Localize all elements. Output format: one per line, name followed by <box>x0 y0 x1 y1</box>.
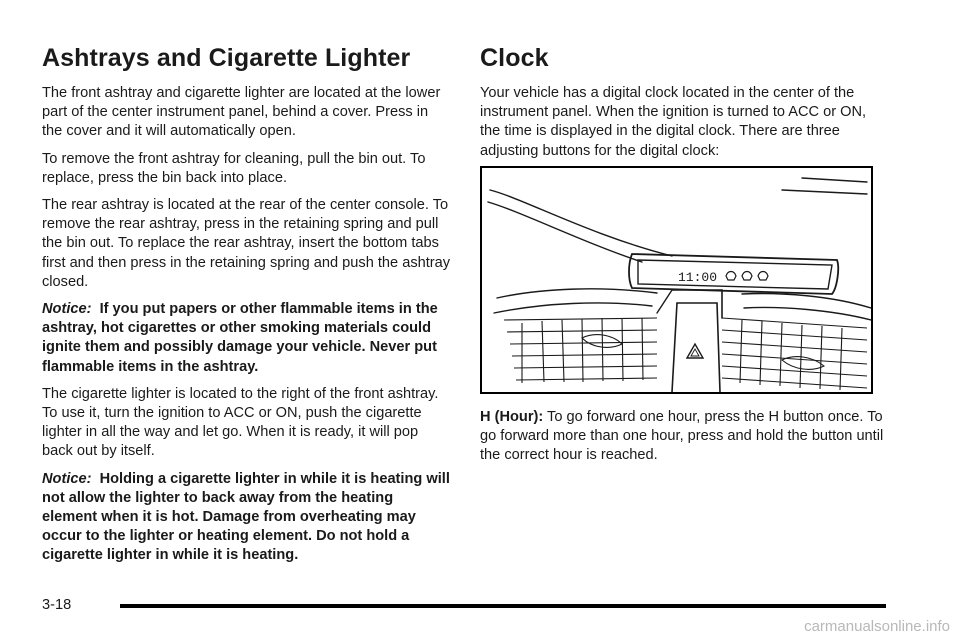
footer-rule <box>120 604 886 608</box>
notice-label: Notice: <box>42 470 92 487</box>
section-heading-clock: Clock <box>480 44 549 72</box>
paragraph: The front ashtray and cigarette lighter are located at the lower part of the center instrument panel, behind a cover. Press in the cover and it will automatically open. <box>42 85 441 140</box>
ashtray-body <box>42 84 452 574</box>
clock-body <box>480 84 890 169</box>
clock-illustration <box>480 166 873 394</box>
paragraph: To remove the front ashtray for cleaning, pull the bin out. To replace, press the bin back into place. <box>42 150 426 186</box>
hour-description: To go forward one hour, press the H button once. To go forward more than one hour, press and hold the button until the correct hour is reached. <box>480 409 884 464</box>
hour-term: H (Hour): <box>480 409 544 425</box>
paragraph <box>480 408 890 466</box>
notice-label: Notice: <box>42 301 92 318</box>
clock-icon-glyphs <box>726 272 768 281</box>
hour-instructions <box>480 408 890 474</box>
paragraph: Your vehicle has a digital clock located in the center of the instrument panel. When the ignition is turned to ACC or ON, the time is displayed in the digital clock. There are three adjusting buttons for the digital clock: <box>480 85 867 159</box>
notice-paragraph <box>42 470 452 566</box>
paragraph: The rear ashtray is located at the rear of the center console. To remove the rear ashtray, press in the retaining spring and pull the bin out. To replace the rear ashtray, insert the bottom tabs first and then press in the retaining spring and push the ashtray closed. <box>42 197 451 290</box>
page-number: 3-18 <box>42 597 72 613</box>
notice-paragraph <box>42 300 452 377</box>
section-heading-ashtrays: Ashtrays and Cigarette Lighter <box>42 44 411 72</box>
dashboard-drawing <box>482 168 871 392</box>
notice-text: Holding a cigarette lighter in while it is heating will not allow the lighter to back away from the heating element when it is hot. Damage from overheating may occur to the lighter or heating element. Do not hold a cigarette lighter in while it is heating. <box>42 470 450 564</box>
clock-time-readout: 11:00 <box>678 270 718 285</box>
paragraph: The cigarette lighter is located to the right of the front ashtray. To use it, turn the ignition to ACC or ON, push the cigarette lighter in all the way and let go. When it is ready, it will pop back out by itself. <box>42 385 439 460</box>
notice-text: If you put papers or other flammable items in the ashtray, hot cigarettes or other smoking materials could ignite them and possibly damage your vehicle. Never put flammable items in the ashtray. <box>42 301 438 375</box>
watermark: carmanualsonline.info <box>804 618 950 635</box>
